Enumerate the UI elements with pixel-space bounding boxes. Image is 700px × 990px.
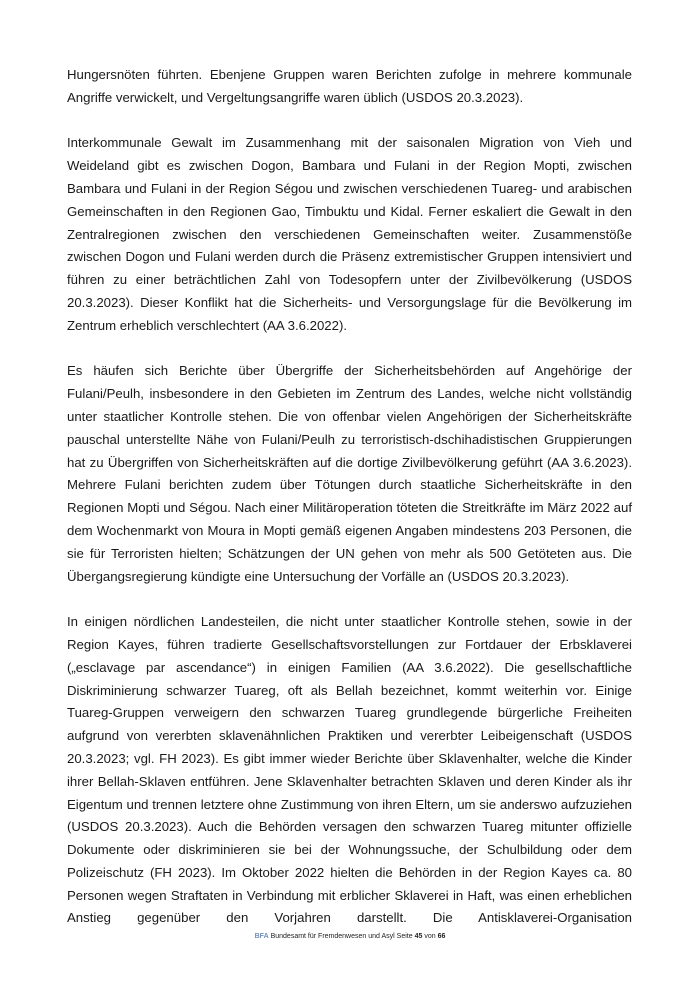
agency-name: Bundesamt für Fremdenwesen und Asyl bbox=[270, 933, 395, 940]
page-of-label: von bbox=[424, 933, 436, 940]
document-body bbox=[67, 64, 632, 930]
page-label: Seite bbox=[396, 933, 413, 940]
paragraph-2: Interkommunale Gewalt im Zusammenhang mit der saisonalen Migration von Vieh und Weideland gibt es zwischen Dogon, Bambara und Fulani in der Region Mopti, zwischen Bambara und Fulani in der Region Ségou und zwischen verschiedenen Tuareg- und arabischen Gemeinschaften in den Regionen Gao, Timbuktu und Kidal. Ferner eskaliert die Gewalt in den Zentralregionen zwischen den verschiedenen Gemeinschaften weiter. Zusammenstöße zwischen Dogon und Fulani werden durch die Präsenz extremistischer Gruppen intensiviert und führen zu einer beträchtlichen Zahl von Todesopfern unter der Zivilbevölkerung (USDOS 20.3.2023). Dieser Konflikt hat die Sicherheits- und Versorgungslage für die Bevölkerung im Zentrum erheblich verschlechtert (AA 3.6.2022). bbox=[67, 135, 632, 333]
bfa-logo-text: BFA bbox=[254, 933, 269, 940]
paragraph-4: In einigen nördlichen Landesteilen, die nicht unter staatlicher Kontrolle stehen, sowie in der Region Kayes, führen tradierte Gesellschaftsvorstellungen zur Fortdauer der Erbsklaverei („esclavage par ascendance“) in einigen Familien (AA 3.6.2022). Die gesellschaftliche Diskriminierung schwarzer Tuareg, oft als Bellah bezeichnet, kommt weiterhin vor. Einige Tuareg-Gruppen verweigern den schwarzen Tuareg grundlegende bürgerliche Freiheiten aufgrund von vererbten sklavenähnlichen Praktiken und vererbter Leibeigenschaft (USDOS 20.3.2023; vgl. FH 2023). Es gibt immer wieder Berichte über Sklavenhalter, welche die Kinder ihrer Bellah-Sklaven entführen. Jene Sklavenhalter betrachten Sklaven und deren Kinder als ihr Eigentum und trennen letztere ohne Zustimmung von ihren Eltern, um sie anderswo aufzuziehen (USDOS 20.3.2023). Auch die Behörden versagen den schwarzen Tuareg mitunter offizielle Dokumente oder diskriminieren sie bei der Wohnungssuche, der Schulbildung oder dem Polizeischutz (FH 2023). Im Oktober 2022 hielten die Behörden in der Region Kayes ca. 80 Personen wegen Straftaten in Verbindung mit erblicher Sklaverei in Haft, was einen erheblichen Anstieg gegenüber den Vorjahren darstellt. Die Antisklaverei-Organisation bbox=[67, 614, 632, 926]
page-number-total: 66 bbox=[437, 933, 446, 940]
page-number-current: 45 bbox=[414, 933, 423, 940]
paragraph-3: Es häufen sich Berichte über Übergriffe der Sicherheitsbehörden auf Angehörige der Fulani/Peulh, insbesondere in den Gebieten im Zentrum des Landes, welche nicht vollständig unter staatlicher Kontrolle stehen. Die von offenbar vielen Angehörigen der Sicherheitskräfte pauschal unterstellte Nähe von Fulani/Peulh zu terroristisch-dschihadistischen Gruppierungen hat zu Übergriffen von Sicherheitskräften auf die dortige Zivilbevölkerung geführt (AA 3.6.2023). Mehrere Fulani berichten zudem über Tötungen durch staatliche Sicherheitskräfte in den Regionen Mopti und Ségou. Nach einer Militäroperation töteten die Streitkräfte im März 2022 auf dem Wochenmarkt von Moura in Mopti gemäß eigenen Angaben mindestens 203 Personen, die sie für Terroristen hielten; Schätzungen der UN gehen von mehr als 500 Getöteten aus. Die Übergangsregierung kündigte eine Untersuchung der Vorfälle an (USDOS 20.3.2023). bbox=[67, 363, 632, 584]
page-footer bbox=[0, 932, 700, 942]
paragraph-1: Hungersnöten führten. Ebenjene Gruppen waren Berichten zufolge in mehrere kommunale Angriffe verwickelt, und Vergeltungsangriffe waren üblich (USDOS 20.3.2023). bbox=[67, 67, 632, 105]
